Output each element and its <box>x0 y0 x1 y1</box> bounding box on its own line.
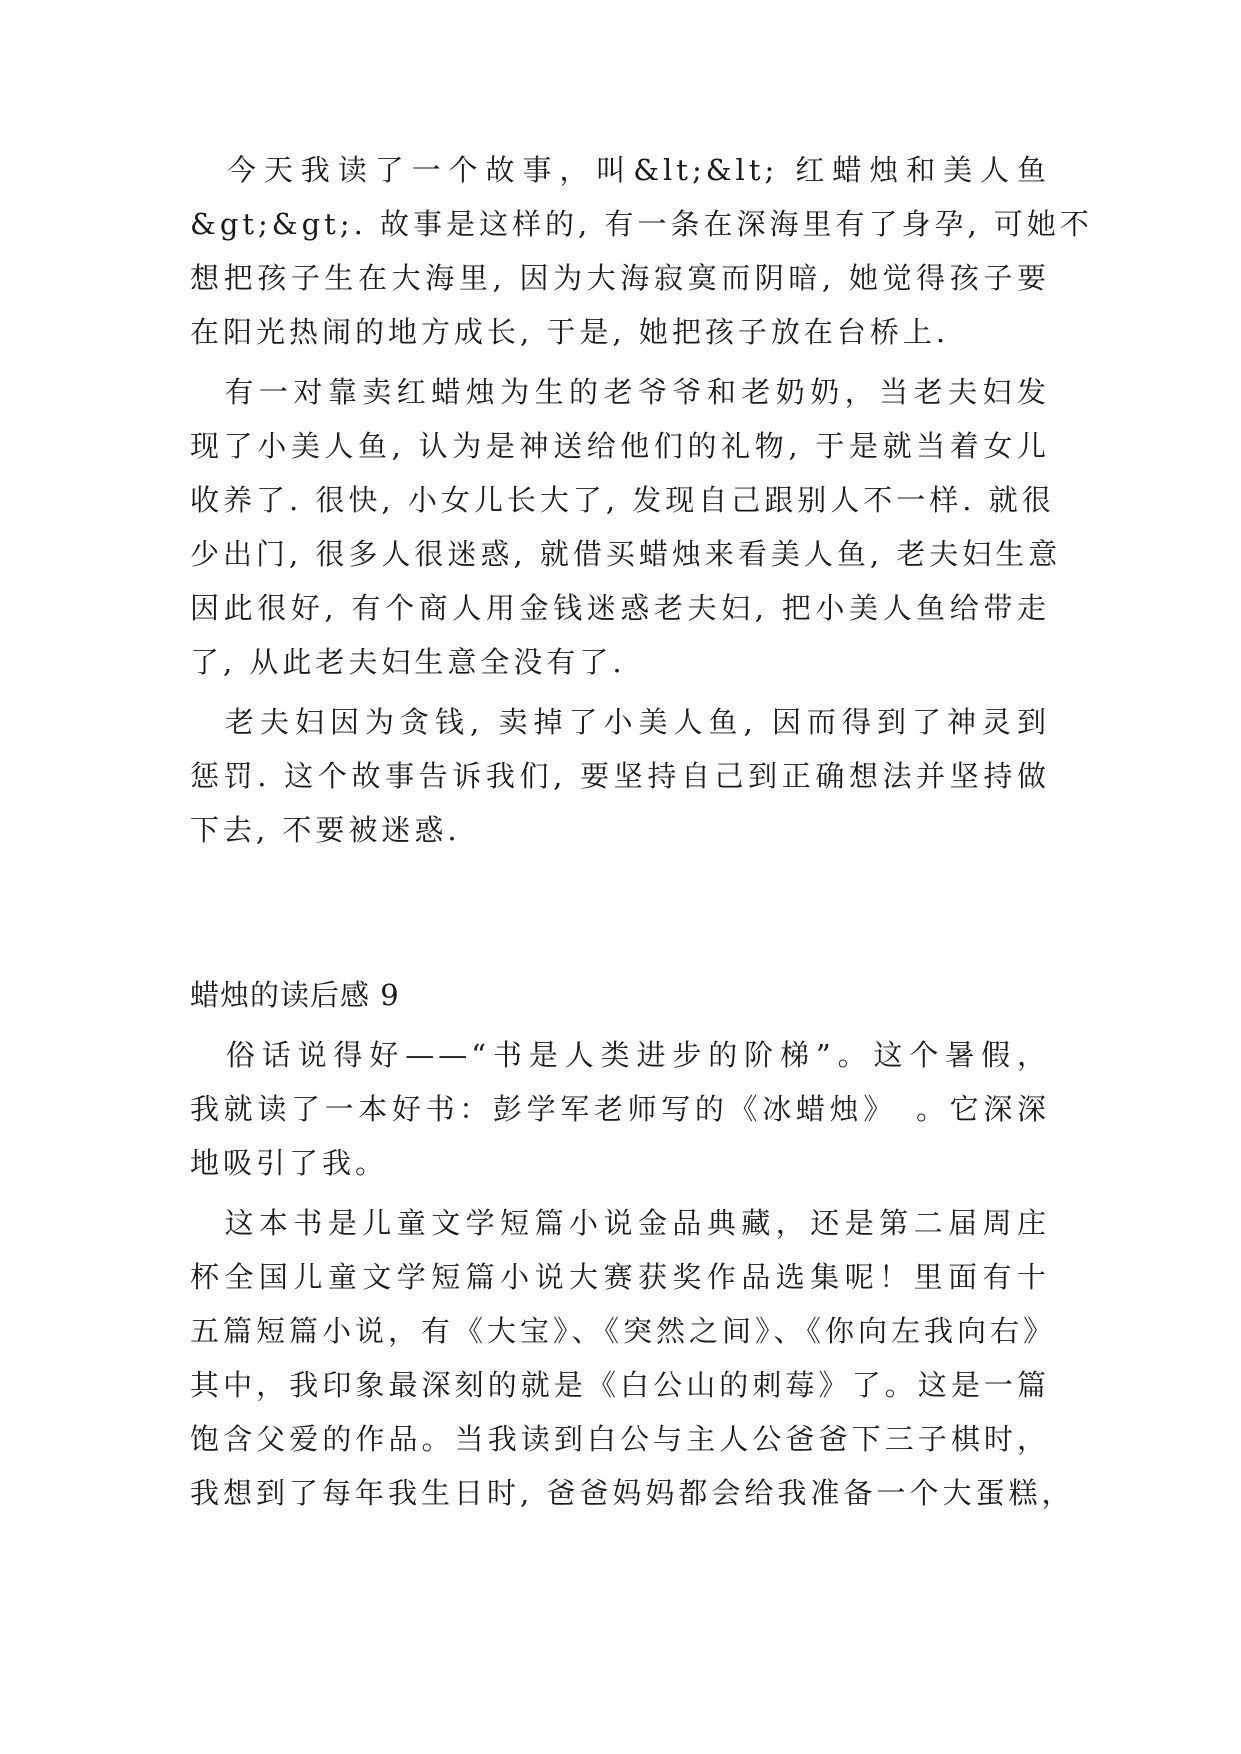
text-line: 老夫妇因为贪钱, 卖掉了小美人鱼, 因而得到了神灵到 <box>190 705 1050 739</box>
text-line: 在阳光热闹的地方成长, 于是, 她把孩子放在台桥上. <box>190 315 950 349</box>
text-line: 我想到了每年我生日时, 爸爸妈妈都会给我准备一个大蛋糕， <box>190 1476 1075 1510</box>
text-line: 收养了. 很快, 小女儿长大了, 发现自己跟别人不一样. 就很 <box>190 483 1055 517</box>
text-line: 现了小美人鱼, 认为是神送给他们的礼物, 于是就当着女儿 <box>190 429 1050 463</box>
text-line: 饱含父爱的作品。当我读到白公与主人公爸爸下三子棋时， <box>190 1422 1050 1456</box>
text-line: 少出门, 很多人很迷惑, 就借买蜡烛来看美人鱼, 老夫妇生意 <box>190 537 1062 571</box>
text-line: 有一对靠卖红蜡烛为生的老爷爷和老奶奶，当老夫妇发 <box>190 375 1050 409</box>
text-line: 俗话说得好——“书是人类进步的阶梯”。这个暑假， <box>190 1038 1050 1072</box>
text-line: 其中，我印象最深刻的就是《白公山的刺莓》了。这是一篇 <box>190 1368 1050 1402</box>
section-heading: 蜡烛的读后感 9 <box>190 978 400 1012</box>
text-line: 这本书是儿童文学短篇小说金品典藏，还是第二届周庄 <box>190 1206 1050 1240</box>
text-line: 因此很好, 有个商人用金钱迷惑老夫妇, 把小美人鱼给带走 <box>190 591 1050 625</box>
text-line: 我就读了一本好书：彭学军老师写的《冰蜡烛》 。它深深 <box>190 1092 1050 1126</box>
text-line: 下去, 不要被迷惑. <box>190 813 461 847</box>
text-line: 今天我读了一个故事，叫&lt;&lt; 红蜡烛和美人鱼 <box>190 153 1050 187</box>
text-line: 杯全国儿童文学短篇小说大赛获奖作品选集呢！里面有十 <box>190 1260 1050 1294</box>
text-line: &gt;&gt;. 故事是这样的, 有一条在深海里有了身孕, 可她不 <box>190 207 1093 241</box>
text-line: 五篇短篇小说，有《大宝》、《突然之间》、《你向左我向右》 <box>190 1314 1057 1348</box>
text-line: 惩罚. 这个故事告诉我们, 要坚持自己到正确想法并坚持做 <box>190 759 1050 793</box>
text-line: 想把孩子生在大海里, 因为大海寂寞而阴暗, 她觉得孩子要 <box>190 261 1050 295</box>
text-line: 地吸引了我。 <box>190 1146 389 1180</box>
text-line: 了, 从此老夫妇生意全没有了. <box>190 645 626 679</box>
